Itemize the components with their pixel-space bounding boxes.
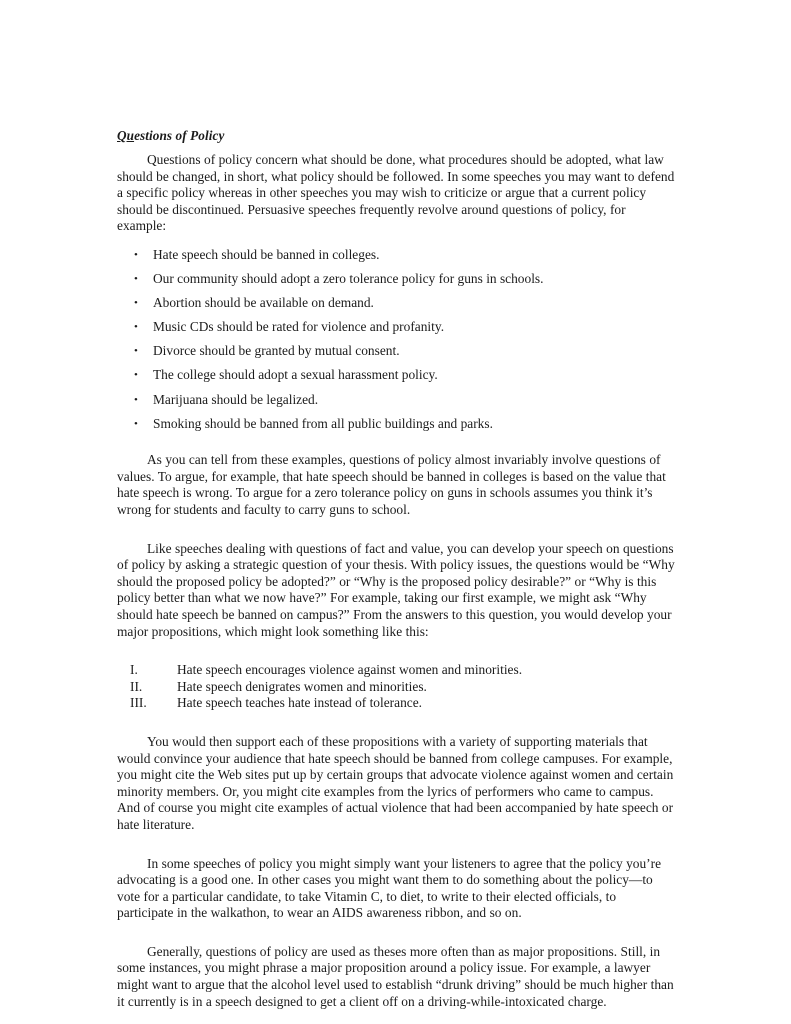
list-item <box>117 695 675 712</box>
spacer <box>117 531 675 541</box>
bullet-icon: • <box>134 321 138 334</box>
bullet-icon: • <box>134 297 138 310</box>
theses-paragraph: Generally, questions of policy are used as theses more often than as major propositions. Still, in some instances, you might phrase a major proposition around a policy issue. For example, a lawyer might want to argue that the alcohol level used to establish “drunk driving” should be much higher than it currently is in a speech designed to get a client off on a driving-while-intoxicated charge. <box>117 943 674 1009</box>
spacer <box>117 846 675 856</box>
list-item-text: Hate speech teaches hate instead of tolerance. <box>177 695 422 711</box>
list-item <box>117 662 675 679</box>
policy-examples-list <box>117 247 675 432</box>
list-item <box>117 392 675 409</box>
roman-numeral-marker: I. <box>130 662 138 678</box>
spacer <box>117 652 675 662</box>
bullet-icon: • <box>134 417 138 430</box>
list-item <box>117 319 675 336</box>
spacer <box>117 724 675 734</box>
bullet-icon: • <box>134 248 138 261</box>
bullet-icon: • <box>134 393 138 406</box>
list-item <box>117 295 675 312</box>
list-item-text: Smoking should be banned from all public buildings and parks. <box>153 415 493 431</box>
section-heading-rest: estions of Policy <box>134 128 225 143</box>
values-paragraph: As you can tell from these examples, questions of policy almost invariably involve questions of values. To argue, for example, that hate speech should be banned in colleges is based on the value that hate speech is wrong. To argue for a zero tolerance policy on guns in schools assumes you think it’s wrong for students and faculty to carry guns to school. <box>117 452 666 517</box>
strategic-question-paragraph: Like speeches dealing with questions of fact and value, you can develop your speech on questions of policy by asking a strategic question of your thesis. With policy issues, the questions would be “Why should the proposed policy be adopted?” or “Why is the proposed policy desirable?” or “Why is this policy better than what we now have?” For example, taking our first example, we might ask “Why should hate speech be banned on campus?” From the answers to this question, you would develop your major propositions, which might look something like this: <box>117 540 675 639</box>
list-item-text: Our community should adopt a zero tolerance policy for guns in schools. <box>153 271 544 287</box>
supporting-materials-paragraph: You would then support each of these propositions with a variety of supporting materials that would convince your audience that hate speech should be banned from college campuses. For example, you might cite the Web sites put up by certain groups that advocate violence against women and certain minority members. Or, you might cite examples from the lyrics of performers who came to campus. And of course you might cite examples of actual violence that had been accompanied by hate speech or hate literature. <box>117 733 674 832</box>
bullet-icon: • <box>134 369 138 382</box>
spacer <box>117 442 675 452</box>
major-propositions-list <box>117 662 675 712</box>
list-item <box>117 367 675 384</box>
list-item-text: Divorce should be granted by mutual consent. <box>153 343 400 359</box>
list-item <box>117 416 675 433</box>
list-item-text: Hate speech encourages violence against women and minorities. <box>177 662 523 678</box>
list-item <box>117 343 675 360</box>
document-content <box>117 128 675 1022</box>
spacer <box>117 934 675 944</box>
list-item-text: Hate speech should be banned in colleges. <box>153 246 380 262</box>
list-item <box>117 247 675 264</box>
section-heading-underlined-prefix: Qu <box>117 128 135 143</box>
list-item-text: Marijuana should be legalized. <box>153 391 319 407</box>
bullet-icon: • <box>134 273 138 286</box>
bullet-icon: • <box>134 345 138 358</box>
list-item-text: Music CDs should be rated for violence and profanity. <box>153 319 445 335</box>
list-item <box>117 679 675 696</box>
section-heading <box>117 128 675 144</box>
list-item-text: The college should adopt a sexual harassment policy. <box>153 367 438 383</box>
list-item-text: Hate speech denigrates women and minorities. <box>177 678 427 694</box>
roman-numeral-marker: III. <box>130 695 147 711</box>
list-item-text: Abortion should be available on demand. <box>153 295 374 311</box>
list-item <box>117 271 675 288</box>
advocacy-paragraph: In some speeches of policy you might simply want your listeners to agree that the policy you’re advocating is a good one. In other cases you might want them to do something about the policy—to vote for a particular candidate, to take Vitamin C, to diet, to write to their elected officials, to participate in the walkathon, to wear an AIDS awareness ribbon, and so on. <box>117 855 662 921</box>
intro-paragraph: Questions of policy concern what should be done, what procedures should be adopted, what law should be changed, in short, what policy should be followed. In some speeches you may want to defend a specific policy whereas in other speeches you may wish to criticize or argue that a current policy should be discontinued. Persuasive speeches frequently revolve around questions of policy, for example: <box>117 152 675 234</box>
roman-numeral-marker: II. <box>130 678 143 694</box>
